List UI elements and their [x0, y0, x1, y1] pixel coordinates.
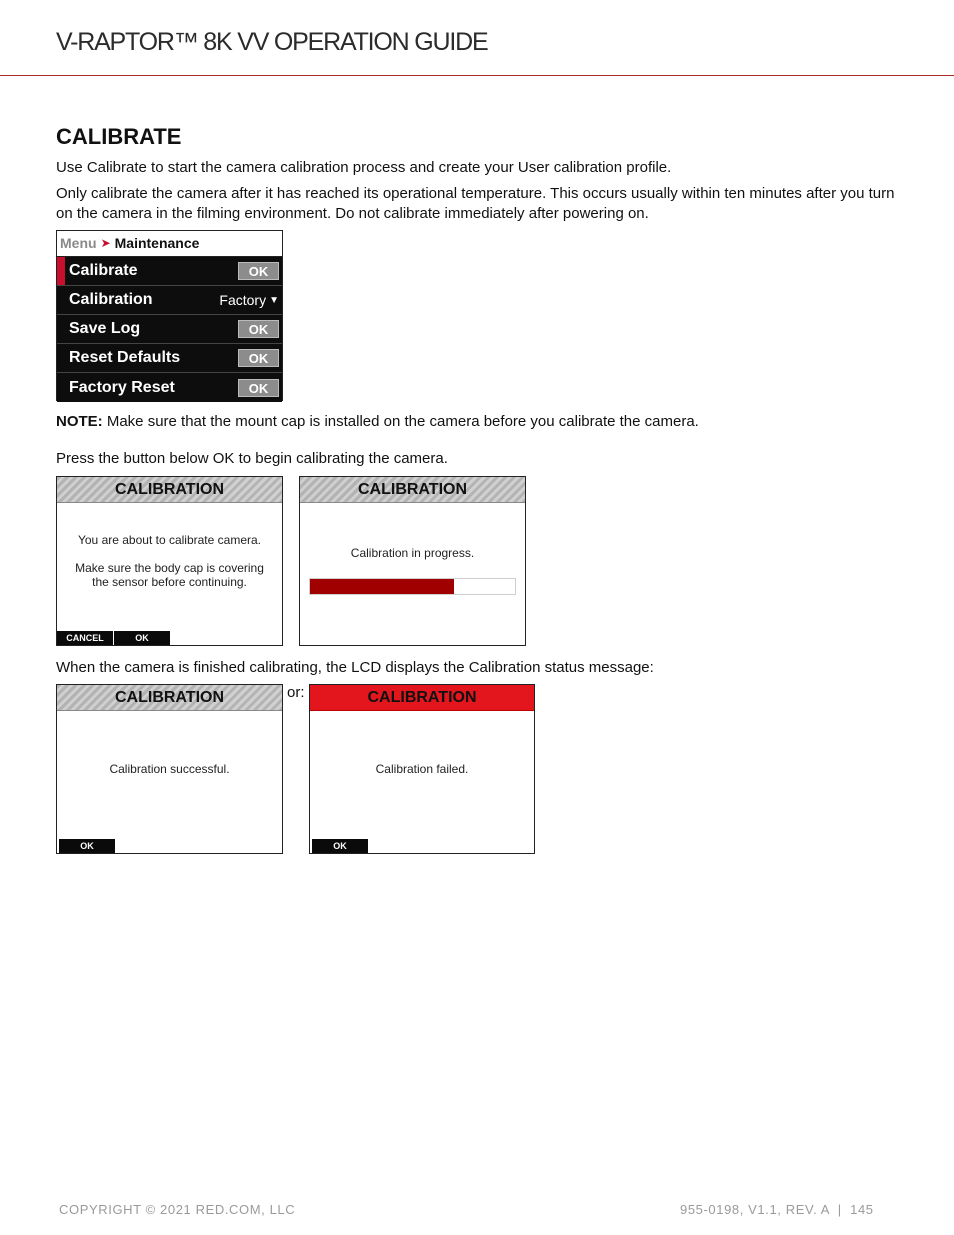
- calibration-success-dialog: [56, 684, 283, 854]
- dialog-title: CALIBRATION: [300, 477, 525, 503]
- progress-bar-fill: [310, 579, 454, 594]
- menu-breadcrumb: [57, 231, 282, 257]
- confirm-line-2b: the sensor before continuing.: [92, 575, 247, 589]
- calibration-progress-dialog: [299, 476, 526, 646]
- chevron-down-icon: ▼: [269, 294, 279, 306]
- footer-doc-ref: 955-0198, V1.1, REV. A | 145: [680, 1202, 874, 1217]
- dialog-title: CALIBRATION: [57, 685, 282, 711]
- intro-paragraph: Use Calibrate to start the camera calibration process and create your User calibration profile.: [56, 159, 672, 176]
- progress-message: Calibration in progress.: [350, 546, 475, 560]
- dialog-title: CALIBRATION: [310, 685, 534, 711]
- menu-item-calibration[interactable]: [57, 286, 282, 315]
- menu-item-calibrate[interactable]: [57, 257, 282, 286]
- footer-copyright: COPYRIGHT © 2021 RED.COM, LLC: [59, 1202, 296, 1217]
- breadcrumb-current: Maintenance: [114, 235, 200, 251]
- failed-message: Calibration failed.: [375, 762, 469, 776]
- maintenance-menu-panel: [56, 230, 283, 401]
- finished-instruction: When the camera is finished calibrating, the LCD displays the Calibration status message:: [56, 659, 654, 676]
- menu-item-label: Save Log: [69, 320, 141, 337]
- menu-item-label: Calibration: [69, 291, 153, 308]
- success-message: Calibration successful.: [109, 762, 230, 776]
- menu-item-label: Reset Defaults: [69, 349, 181, 366]
- ok-button[interactable]: OK: [59, 839, 115, 853]
- calibration-select[interactable]: [219, 292, 279, 308]
- calibration-select-value: Factory: [219, 292, 267, 308]
- press-instruction: Press the button below OK to begin calibrating the camera.: [56, 450, 448, 467]
- document-header-title: V-RAPTOR™ 8K VV OPERATION GUIDE: [56, 28, 488, 56]
- confirm-line-1: You are about to calibrate camera.: [77, 533, 261, 547]
- confirm-line-2a: Make sure the body cap is covering: [75, 561, 264, 575]
- header-divider: [0, 75, 954, 76]
- note-text: Make sure that the mount cap is installed on the camera before you calibrate the camera.: [106, 413, 699, 430]
- menu-item-label: Calibrate: [69, 262, 138, 279]
- calibration-confirm-dialog: [56, 476, 283, 646]
- section-title: CALIBRATE: [56, 124, 182, 149]
- ok-button[interactable]: OK: [114, 631, 170, 645]
- breadcrumb-menu[interactable]: Menu: [60, 235, 97, 251]
- or-label: or:: [287, 684, 305, 701]
- breadcrumb-arrow-icon: ➤: [100, 236, 111, 250]
- progress-bar: [309, 578, 516, 595]
- note-paragraph: [56, 412, 896, 432]
- note-label: NOTE:: [56, 413, 103, 430]
- factory-reset-ok-button[interactable]: OK: [238, 379, 279, 397]
- menu-item-label: Factory Reset: [69, 378, 175, 396]
- warning-paragraph: Only calibrate the camera after it has reached its operational temperature. This occurs usually within ten minutes after you turn on the camera in the filming environment. Do not calibrate immediately after powering on.: [56, 185, 895, 222]
- cancel-button[interactable]: CANCEL: [57, 631, 113, 645]
- save-log-ok-button[interactable]: OK: [238, 320, 279, 338]
- ok-button[interactable]: OK: [312, 839, 368, 853]
- dialog-title: CALIBRATION: [57, 477, 282, 503]
- calibrate-ok-button[interactable]: OK: [238, 262, 279, 280]
- calibration-failed-dialog: [309, 684, 535, 854]
- menu-item-save-log[interactable]: [57, 315, 282, 344]
- menu-item-factory-reset[interactable]: [57, 373, 282, 402]
- menu-item-reset-defaults[interactable]: [57, 344, 282, 373]
- reset-defaults-ok-button[interactable]: OK: [238, 349, 279, 367]
